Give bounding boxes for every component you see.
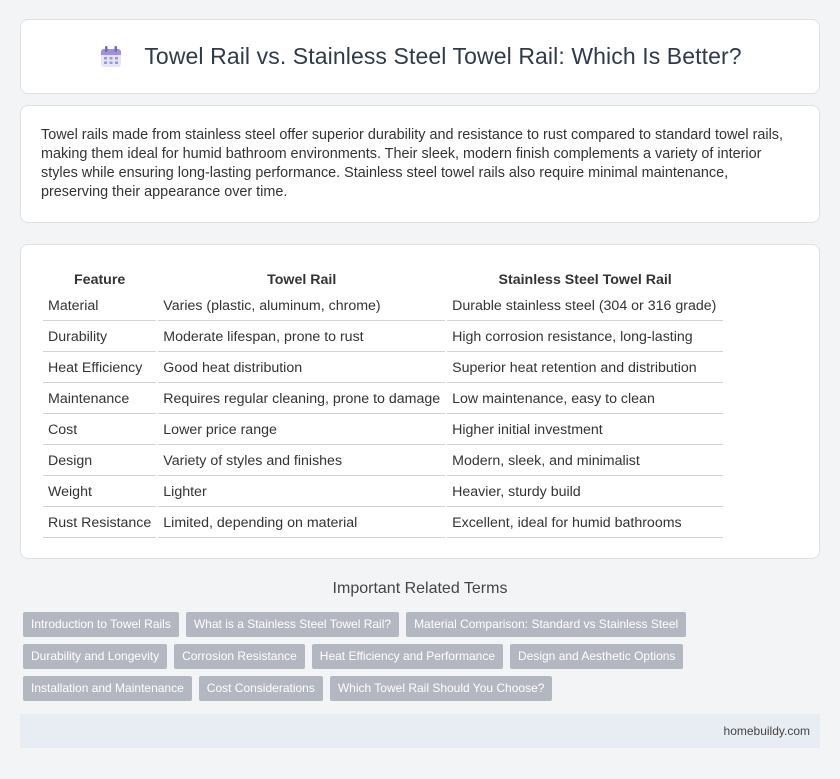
table-row (43, 447, 723, 476)
tag-row (23, 676, 823, 701)
page-title: Towel Rail vs. Stainless Steel Towel Rail: Which Is Better? (144, 43, 742, 69)
table-header-row (43, 267, 723, 290)
feature-cell: Weight (43, 478, 156, 507)
intro-text: Towel rails made from stainless steel offer superior durability and resistance to rust compared to standard towel rails, making them ideal for humid bathroom environments. Their sleek, modern finish complements a variety of interior styles while ensuring long-lasting performance. Stainless steel towel rails also require minimal maintenance, preserving their appearance over time. (41, 127, 783, 200)
towel-rail-cell: Varies (plastic, aluminum, chrome) (158, 292, 445, 321)
tag-link[interactable]: Durability and Longevity (23, 644, 167, 669)
stainless-cell: Superior heat retention and distribution (447, 354, 723, 383)
tag-link[interactable]: Which Towel Rail Should You Choose? (330, 676, 553, 701)
stainless-cell: Higher initial investment (447, 416, 723, 445)
feature-cell: Heat Efficiency (43, 354, 156, 383)
tag-link[interactable]: Cost Considerations (199, 676, 323, 701)
stainless-cell: High corrosion resistance, long-lasting (447, 323, 723, 352)
footer-site-link[interactable]: homebuildy.com (723, 724, 810, 738)
stainless-cell: Excellent, ideal for humid bathrooms (447, 509, 723, 538)
tag-row (23, 612, 823, 637)
stainless-cell: Modern, sleek, and minimalist (447, 447, 723, 476)
tag-link[interactable]: What is a Stainless Steel Towel Rail? (186, 612, 399, 637)
tag-link[interactable]: Material Comparison: Standard vs Stainless Steel (406, 612, 686, 637)
header-feature: Feature (74, 272, 126, 288)
towel-rail-cell: Limited, depending on material (158, 509, 445, 538)
tag-link[interactable]: Design and Aesthetic Options (510, 644, 683, 669)
related-tags (23, 612, 823, 708)
calendar-icon (98, 44, 124, 70)
feature-cell: Durability (43, 323, 156, 352)
tag-link[interactable]: Introduction to Towel Rails (23, 612, 179, 637)
towel-rail-cell: Moderate lifespan, prone to rust (158, 323, 445, 352)
tag-link[interactable]: Heat Efficiency and Performance (312, 644, 503, 669)
feature-cell: Cost (43, 416, 156, 445)
towel-rail-cell: Variety of styles and finishes (158, 447, 445, 476)
comparison-card (20, 244, 820, 559)
towel-rail-cell: Lower price range (158, 416, 445, 445)
tag-row (23, 644, 823, 669)
stainless-cell: Heavier, sturdy build (447, 478, 723, 507)
header-stainless-steel: Stainless Steel Towel Rail (498, 272, 672, 288)
title-card (20, 19, 820, 94)
table-row (43, 509, 723, 538)
tag-link[interactable]: Corrosion Resistance (174, 644, 305, 669)
table-row (43, 385, 723, 414)
table-row (43, 292, 723, 321)
comparison-table (41, 265, 725, 540)
table-row (43, 478, 723, 507)
related-terms-title: Important Related Terms (332, 580, 508, 597)
feature-cell: Material (43, 292, 156, 321)
table-row (43, 354, 723, 383)
tag-link[interactable]: Installation and Maintenance (23, 676, 192, 701)
header-towel-rail: Towel Rail (267, 272, 337, 288)
towel-rail-cell: Lighter (158, 478, 445, 507)
stainless-cell: Low maintenance, easy to clean (447, 385, 723, 414)
table-row (43, 323, 723, 352)
feature-cell: Rust Resistance (43, 509, 156, 538)
towel-rail-cell: Requires regular cleaning, prone to damage (158, 385, 445, 414)
towel-rail-cell: Good heat distribution (158, 354, 445, 383)
stainless-cell: Durable stainless steel (304 or 316 grade) (447, 292, 723, 321)
footer (20, 714, 820, 748)
feature-cell: Maintenance (43, 385, 156, 414)
intro-card (20, 105, 820, 223)
table-row (43, 416, 723, 445)
feature-cell: Design (43, 447, 156, 476)
